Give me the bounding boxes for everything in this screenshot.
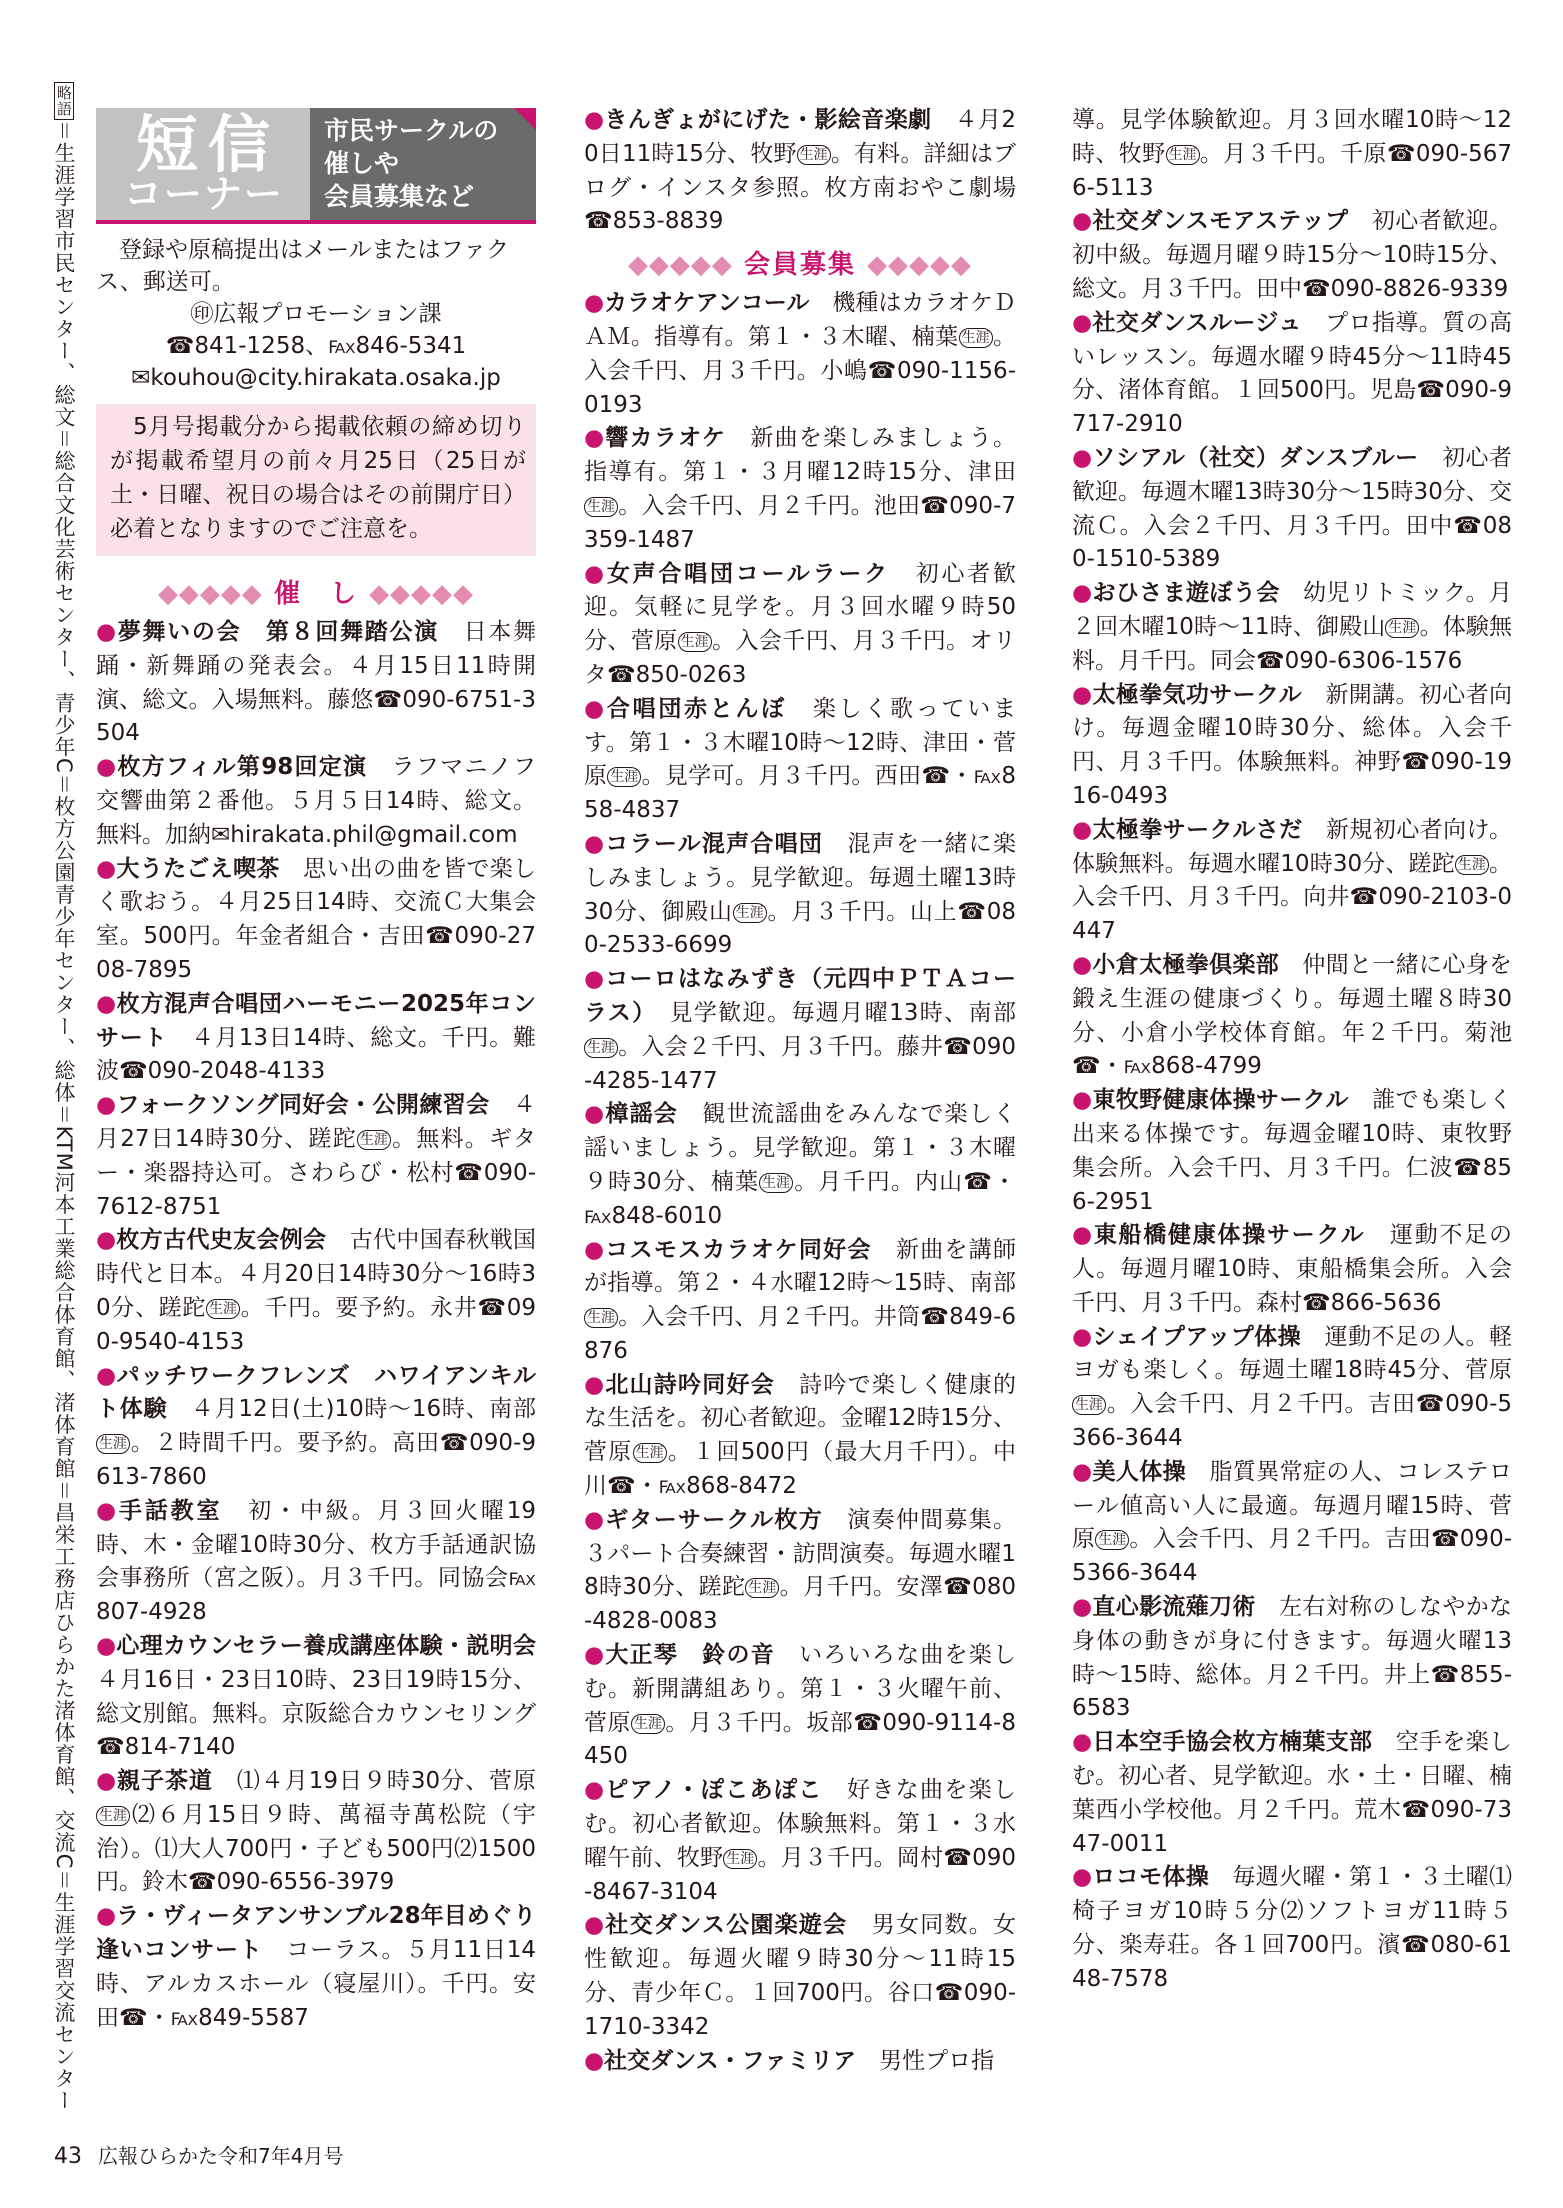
entry-title: 日本空手協会枚方楠葉支部 — [1092, 1729, 1373, 1756]
column-3 — [1072, 104, 1512, 1997]
bullet-icon: ● — [1072, 1458, 1093, 1485]
list-item — [96, 1630, 536, 1765]
entry-desc: 。入会千円、月２千円。池田☎090-7359-1487 — [584, 492, 1016, 553]
entry-desc: 思い出の曲を皆で楽しく歌おう。４月25日14時、交流Ｃ大集会室。500円。年金者組合・吉田☎090-2708-7895 — [96, 855, 537, 983]
entry-title: 小倉太極拳倶楽部 — [1092, 951, 1280, 978]
list-item — [584, 104, 1016, 239]
facility-mark: 生涯 — [723, 1849, 757, 1869]
entry-title: シェイプアップ体操 — [1092, 1323, 1302, 1350]
entry-title: 心理カウンセラー養成講座体験・説明会 — [116, 1632, 536, 1659]
bullet-icon: ● — [584, 425, 606, 452]
entry-title: 社交ダンスルージュ — [1092, 309, 1302, 336]
entry-title: コラール混声合唱団 — [605, 830, 824, 857]
entry-desc: 。入会千円、月２千円。井筒☎849-6876 — [584, 1304, 1016, 1364]
list-item — [584, 2045, 1016, 2079]
subtitle-line: 会員募集など — [324, 182, 475, 211]
entry-title: 樟謡会 — [605, 1101, 679, 1128]
bullet-icon: ● — [96, 990, 117, 1017]
facility-mark: 生涯 — [633, 1443, 667, 1463]
entry-title: コーロはなみずき（元四中ＰＴＡコーラス） — [584, 966, 1017, 1026]
bullet-icon: ● — [584, 107, 605, 133]
entry-desc: 運動不足の人。軽ヨガも楽しく。毎週土曜18時45分、菅原 — [1072, 1323, 1512, 1384]
entry-desc: 。月３千円。岡村☎090-8467-3104 — [584, 1844, 1016, 1905]
bullet-icon: ● — [96, 754, 118, 781]
entry-desc: いろいろな曲を楽しむ。新開講組あり。第１・３火曜午前、菅原 — [584, 1642, 1017, 1736]
entry-title: 東牧野健康体操サークル — [1092, 1087, 1349, 1114]
bullet-icon: ● — [1072, 208, 1093, 235]
entry-title: ソシアル（社交）ダンスブルー — [1092, 444, 1419, 471]
entry-desc: 。月千円。安澤☎080-4828-0083 — [584, 1574, 1016, 1635]
entry-desc: 。入会千円、月２千円。吉田☎090-5366-3644 — [1072, 1391, 1512, 1452]
facility-mark: 生涯 — [206, 1299, 240, 1319]
entry-desc: ４月20日11時15分、牧野 — [584, 107, 1017, 167]
entry-desc: プロ指導。質の高いレッスン。毎週水曜９時45分～11時45分、渚体育館。１回500円。児島☎090-9717-2910 — [1072, 309, 1513, 438]
corner-triangle — [514, 108, 536, 130]
list-item — [584, 828, 1016, 963]
list-item — [96, 751, 536, 852]
entry-desc: 。２時間千円。要予約。高田☎090-9613-7860 — [96, 1430, 536, 1490]
entry-desc: 脂質異常症の人、コレステロール値高い人に最適。毎週月曜15時、菅原 — [1072, 1458, 1513, 1553]
event-list — [96, 616, 536, 2035]
facility-mark: 生涯 — [96, 1806, 130, 1826]
entry-desc: 。入会２千円、月３千円。藤井☎090-4285-1477 — [584, 1033, 1016, 1094]
entry-title: 太極拳サークルさだ — [1092, 816, 1303, 843]
bullet-icon: ● — [1072, 1323, 1093, 1350]
entry-title: カラオケアンコール — [604, 290, 810, 317]
entry-desc: 新規初心者向け。体験無料。毎週水曜10時30分、蹉跎 — [1072, 816, 1513, 877]
bullet-icon: ● — [1072, 1594, 1093, 1621]
banner-title-sub: コーナー — [124, 172, 285, 216]
contact-dept: ㊞広報プロモーション課 — [190, 301, 442, 327]
list-item — [96, 1360, 536, 1495]
entry-desc: 演奏仲間募集。３パート合奏練習・訪問演奏。毎週水曜18時30分、蹉跎 — [584, 1506, 1017, 1601]
list-item — [1072, 1591, 1512, 1726]
bullet-icon: ● — [584, 830, 606, 857]
column-1 — [96, 108, 536, 2035]
entry-title: フォークソング同好会・公開練習会 — [116, 1092, 490, 1119]
bullet-icon: ● — [1072, 816, 1093, 843]
facility-mark: 生涯 — [584, 1038, 618, 1058]
entry-desc: 初心者歓迎。毎週木曜13時30分～15時30分、交流Ｃ。入会２千円、月３千円。田中☎080-1510-5389 — [1072, 444, 1513, 573]
bullet-icon: ● — [584, 1506, 606, 1533]
diamond-row: ◆◆◆◆◆ — [627, 250, 733, 281]
entry-title: 直心影流薙刀術 — [1092, 1594, 1256, 1621]
entry-title: 大正琴 鈴の音 — [605, 1642, 775, 1669]
abbr-label: 略語 — [54, 82, 74, 120]
bullet-icon: ● — [96, 1903, 117, 1930]
subtitle-line: 催しや — [324, 149, 400, 178]
section-header-members — [584, 247, 1016, 283]
bullet-icon: ● — [1072, 951, 1093, 978]
page-number: 43 — [54, 2144, 82, 2169]
bullet-icon: ● — [584, 290, 605, 317]
bullet-icon: ● — [584, 695, 607, 722]
section-title: 催 し — [273, 579, 358, 609]
list-item — [1072, 1321, 1512, 1456]
list-item — [1072, 949, 1512, 1084]
list-item-continued — [1072, 104, 1512, 205]
entry-desc: 誰でも楽しく出来る体操です。毎週金曜10時、東牧野集会所。入会千円、月３千円。仁波☎856-2951 — [1072, 1087, 1513, 1215]
diamond-row: ◆◆◆◆◆ — [867, 250, 973, 281]
entry-title: 太極拳気功サークル — [1092, 681, 1303, 708]
list-item — [1072, 1084, 1512, 1219]
entry-title: 女声合唱団コールラーク — [606, 560, 890, 587]
list-item — [96, 1495, 536, 1630]
entry-desc: 仲間と一緒に心身を鍛え生涯の健康づくり。毎週土曜８時30分、小倉小学校体育館。年２千円。菊池☎・℻868-4799 — [1072, 951, 1513, 1080]
bullet-icon: ● — [96, 1632, 117, 1659]
bullet-icon: ● — [1072, 580, 1093, 607]
entry-desc: 新開講。初心者向け。毎週金曜10時30分、総体。入会千円、月３千円。体験無料。神野☎090-1916-0493 — [1072, 681, 1513, 809]
entry-desc: 機種はカラオケＤＡＭ。指導有。第１・３木曜、楠葉 — [584, 290, 1016, 350]
corner-banner — [96, 108, 536, 220]
entry-title: 社交ダンス・ファミリア — [604, 2047, 857, 2074]
entry-desc: 。月３千円。千原☎090-5676-5113 — [1072, 140, 1512, 201]
entry-desc: ４月13日14時、総文。千円。難波☎090-2048-4133 — [96, 1024, 536, 1085]
facility-mark: 生涯 — [759, 1173, 793, 1193]
banner-accent-bar — [96, 220, 536, 224]
bullet-icon: ● — [584, 1371, 606, 1398]
bullet-icon: ● — [584, 966, 606, 993]
banner-subtitle — [310, 108, 536, 220]
list-item — [584, 693, 1016, 828]
diamond-row: ◆◆◆◆◆ — [369, 579, 475, 609]
list-item — [584, 422, 1016, 557]
list-item — [584, 1234, 1016, 1369]
list-item — [584, 1909, 1016, 2044]
bullet-icon: ● — [1072, 309, 1093, 336]
list-item — [584, 287, 1016, 422]
entry-desc: 。入会千円、月３千円。向井☎090-2103-0447 — [1072, 850, 1512, 945]
entry-title: ギターサークル枚方 — [605, 1506, 823, 1533]
list-item — [584, 1774, 1016, 1909]
entry-desc: 日本舞踊・新舞踊の発表会。４月15日11時開演、総文。入場無料。藤悠☎090-6751-3504 — [96, 619, 537, 747]
entry-title: おひさま遊ぼう会 — [1092, 580, 1280, 607]
entry-desc: 。入会千円、月３千円。小嶋☎090-1156-0193 — [584, 323, 1017, 418]
facility-mark: 生涯 — [1385, 618, 1419, 638]
entry-title: 響カラオケ — [605, 425, 727, 452]
entry-title: きんぎょがにげた・影絵音楽劇 — [604, 107, 932, 133]
bullet-icon: ● — [584, 1912, 606, 1939]
list-item — [1072, 1726, 1512, 1861]
entry-title: 枚方フィル第98回定演 — [117, 754, 368, 781]
bullet-icon: ● — [96, 1092, 117, 1119]
entry-title: 親子茶道 — [117, 1768, 213, 1795]
bullet-icon: ● — [96, 855, 117, 882]
entry-desc: 見学歓迎。毎週月曜13時、南部 — [669, 999, 1016, 1026]
facility-mark: 生涯 — [959, 328, 993, 348]
bullet-icon: ● — [1072, 1222, 1094, 1249]
entry-desc: 混声を一緒に楽しみましょう。見学歓迎。毎週土曜13時30分、御殿山 — [584, 830, 1016, 925]
section-title: 会員募集 — [743, 250, 856, 281]
facility-mark: 生涯 — [631, 1714, 665, 1734]
bullet-icon: ● — [584, 1777, 606, 1804]
member-list — [584, 287, 1016, 2078]
list-item — [1072, 442, 1512, 577]
entry-desc: 運動不足の人。毎週月曜10時、東船橋集会所。入会千円、月３千円。森村☎866-5636 — [1072, 1222, 1513, 1316]
list-item — [1072, 205, 1512, 306]
bullet-icon: ● — [96, 1227, 117, 1254]
list-item — [1072, 1456, 1512, 1591]
facility-mark: 生涯 — [745, 1578, 779, 1598]
entry-desc: コーラス。５月11日14時、アルカスホール（寝屋川）。千円。安田☎・℻849-5587 — [96, 1937, 536, 2031]
list-item — [584, 963, 1016, 1098]
entry-desc: 。月３千円。山上☎080-2533-6699 — [584, 898, 1016, 959]
facility-mark: 生涯 — [1166, 145, 1200, 165]
list-item — [584, 558, 1016, 693]
entry-desc: 観世流謡曲をみんなで楽しく謡いましょう。見学歓迎。第１・３木曜９時30分、楠葉 — [584, 1101, 1017, 1195]
entry-desc: 新曲を講師が指導。第２・４水曜12時～15時、南部 — [584, 1236, 1016, 1297]
bullet-icon: ● — [96, 1362, 117, 1389]
bullet-icon: ● — [584, 560, 607, 587]
list-item — [1072, 1861, 1512, 1996]
list-item — [1072, 679, 1512, 814]
entry-title: 枚方古代史友会例会 — [116, 1227, 327, 1254]
entry-desc: 男性プロ指 — [879, 2047, 995, 2074]
entry-desc: 。１回500円（最大月千円）。中川☎・℻868-8472 — [584, 1439, 1016, 1500]
entry-desc: ４月12日(土)10時～16時、南部 — [190, 1396, 537, 1423]
bullet-icon: ● — [96, 1497, 119, 1524]
contact-phone-fax: ☎841-1258、℻846-5341 — [165, 333, 467, 359]
list-item — [96, 1224, 536, 1359]
facility-mark: 生涯 — [797, 145, 831, 165]
entry-title: 手話教室 — [118, 1497, 223, 1524]
entry-title: ピアノ・ぽこあぽこ — [605, 1777, 823, 1804]
bullet-icon: ● — [584, 1642, 606, 1669]
abbr-text: ＝生涯学習市民センター、総文＝総合文化芸術センター、青少年C＝枚方公園青少年センター、総体＝KTM河本工業総合体育館、渚体育館＝昌栄工務店ひらかた渚体育館、交流C＝生涯学習交流センター — [52, 120, 76, 2112]
page-footer — [54, 2140, 343, 2169]
facility-mark: 生涯 — [1095, 1530, 1129, 1550]
entry-title: 東船橋健康体操サークル — [1093, 1222, 1366, 1249]
bullet-icon: ● — [1072, 1864, 1093, 1891]
entry-title: ロコモ体操 — [1092, 1864, 1210, 1891]
bullet-icon: ● — [584, 2047, 605, 2074]
facility-mark: 生涯 — [1072, 1395, 1106, 1415]
facility-mark: 生涯 — [584, 1308, 618, 1328]
entry-desc: ⑴４月19日９時30分、菅原 — [236, 1768, 537, 1795]
entry-desc: ４月27日14時30分、蹉跎 — [96, 1092, 537, 1152]
entry-desc: 。月３千円。坂部☎090-9114-8450 — [584, 1709, 1016, 1770]
bullet-icon: ● — [1072, 444, 1093, 471]
entry-title: 社交ダンスモアステップ — [1092, 208, 1349, 235]
entry-title: 合唱団赤とんぼ — [606, 695, 788, 722]
entry-desc: 導。見学体験歓迎。月３回水曜10時～12時、牧野 — [1072, 107, 1512, 167]
entry-desc: 。月千円。内山☎・℻848-6010 — [584, 1168, 1016, 1229]
bullet-icon: ● — [1072, 1729, 1093, 1756]
entry-desc: 古代中国春秋戦国時代と日本。４月20日14時30分～16時30分、蹉跎 — [96, 1227, 537, 1321]
bullet-icon: ● — [584, 1101, 606, 1128]
facility-mark: 生涯 — [678, 632, 712, 652]
entry-desc: 男女同数。女性歓迎。毎週火曜９時30分～11時15分、青少年Ｃ。１回700円。谷口☎090-1710-3342 — [584, 1912, 1017, 2040]
facility-mark: 生涯 — [357, 1130, 391, 1150]
entry-desc: 楽しく歌っています。第１・３木曜10時～12時、津田・菅原 — [584, 695, 1017, 790]
entry-title: 社交ダンス公園楽遊会 — [605, 1912, 848, 1939]
facility-mark: 生涯 — [607, 767, 641, 787]
entry-desc: 。見学可。月３千円。西田☎・℻858-4837 — [584, 763, 1016, 824]
column-2 — [584, 104, 1016, 2078]
entry-desc: 。有料。詳細はブログ・インスタ参照。枚方南おやこ劇場☎853-8839 — [584, 140, 1017, 235]
section-header-events — [96, 576, 536, 612]
event-list-continued — [584, 104, 1016, 239]
entry-title: 美人体操 — [1092, 1458, 1187, 1485]
entry-title: 北山詩吟同好会 — [605, 1371, 775, 1398]
banner-title-main: 短信 — [136, 108, 281, 181]
entry-desc: 。入会千円、月３千円。オリタ☎850-0263 — [584, 628, 1017, 688]
bullet-icon: ● — [1072, 681, 1093, 708]
entry-desc: 新曲を楽しみましょう。指導有。第１・３月曜12時15分、津田 — [584, 425, 1016, 486]
abbreviation-legend — [48, 82, 78, 2111]
facility-mark: 生涯 — [96, 1434, 130, 1454]
entry-title: 夢舞いの会 第８回舞踏公演 — [117, 619, 439, 645]
entry-desc: 幼児リトミック。月２回木曜10時～11時、御殿山 — [1072, 580, 1513, 640]
entry-title: パッチワークフレンズ ハワイアンキルト体験 — [96, 1362, 536, 1423]
list-item — [96, 616, 536, 751]
entry-desc: 左右対称のしなやかな身体の動きが身に付きます。毎週火曜13時～15時、総体。月２千円。井上☎855-6583 — [1072, 1594, 1513, 1722]
list-item — [96, 1089, 536, 1224]
bullet-icon: ● — [584, 1236, 606, 1263]
entry-desc: ラフマニノフ交響曲第２番他。５月５日14時、総文。無料。加納✉hirakata.phil@gmail.com — [96, 754, 537, 848]
entry-desc: 。入会千円、月２千円。吉田☎090-5366-3644 — [1072, 1526, 1512, 1587]
entry-desc: 初心者歓迎。気軽に見学を。月３回水曜９時50分、菅原 — [584, 560, 1017, 655]
entry-desc: 。無料。ギター・楽器持込可。さわらび・松村☎090-7612-8751 — [96, 1125, 536, 1220]
entry-desc: 。千円。要予約。永井☎090-9540-4153 — [96, 1294, 536, 1355]
bullet-icon: ● — [96, 1768, 118, 1795]
subtitle-line: 市民サークルの — [324, 116, 499, 145]
list-item — [96, 988, 536, 1089]
facility-mark: 生涯 — [733, 903, 767, 923]
entry-title: 大うたごえ喫茶 — [116, 855, 280, 882]
banner-title — [96, 108, 310, 220]
entry-desc: ⑵６月15日９時、萬福寺萬松院（宇治）。⑴大人700円・子ども500円⑵1500円。鈴木☎090-6556-3979 — [96, 1801, 536, 1896]
entry-title: ラ・ヴィータアンサンブル28年目めぐり逢いコンサート — [96, 1903, 536, 1964]
bullet-icon: ● — [96, 619, 118, 645]
facility-mark: 生涯 — [584, 497, 618, 517]
list-item — [1072, 1219, 1512, 1320]
list-item — [584, 1369, 1016, 1504]
deadline-notice: 5月号掲載分から掲載依頼の締め切りが掲載希望月の前々月25日（25日が土・日曜、祝日の場合はその前開庁日）必着となりますのでご注意を。 — [96, 404, 536, 556]
diamond-row: ◆◆◆◆◆ — [157, 579, 263, 609]
publication-name: 広報ひらかた令和7年4月号 — [98, 2144, 344, 2168]
contact-email: ✉kouhou@city.hirakata.osaka.jp — [131, 365, 501, 391]
bullet-icon: ● — [1072, 1087, 1093, 1114]
entry-title: 枚方混声合唱団ハーモニー2025年コンサート — [96, 990, 537, 1051]
member-list-continued — [1072, 205, 1512, 1996]
list-item — [584, 1098, 1016, 1233]
entry-desc: 好きな曲を楽しむ。初心者歓迎。体験無料。第１・３水曜午前、牧野 — [584, 1777, 1017, 1871]
entry-desc: 詩吟で楽しく健康的な生活を。初心者歓迎。金曜12時15分、菅原 — [584, 1371, 1017, 1466]
list-item — [584, 1639, 1016, 1774]
entry-desc: 毎週火曜・第１・３土曜⑴椅子ヨガ10時５分⑵ソフトヨガ11時５分、楽寿荘。各１回700円。濱☎080-6148-7578 — [1072, 1864, 1513, 1992]
list-item — [96, 1765, 536, 1900]
entry-desc: 初心者歓迎。初中級。毎週月曜９時15分～10時15分、総文。月３千円。田中☎090-8826-9339 — [1072, 208, 1512, 302]
entry-desc: 初・中級。月３回火曜19時、木・金曜10時30分、枚方手話通訳協会事務所（宮之阪）。月３千円。同協会℻807-4928 — [96, 1497, 536, 1626]
intro-text: 登録や原稿提出はメールまたはファクス、郵送可。 — [96, 237, 510, 295]
entry-desc: ４月16日・23日10時、23日19時15分、総文別館。無料。京阪総合カウンセリング☎814-7140 — [96, 1666, 536, 1761]
list-item — [96, 853, 536, 988]
facility-mark: 生涯 — [1455, 855, 1489, 875]
list-item — [1072, 814, 1512, 949]
entry-desc: 。体験無料。月千円。同会☎090-6306-1576 — [1072, 613, 1512, 674]
list-item — [1072, 577, 1512, 678]
list-item — [96, 1900, 536, 2035]
entry-title: コスモスカラオケ同好会 — [605, 1236, 872, 1263]
list-item — [584, 1504, 1016, 1639]
entry-desc: 空手を楽しむ。初心者、見学歓迎。水・土・日曜、楠葉西小学校他。月２千円。荒木☎090-7347-0011 — [1072, 1729, 1513, 1857]
list-item — [1072, 307, 1512, 442]
